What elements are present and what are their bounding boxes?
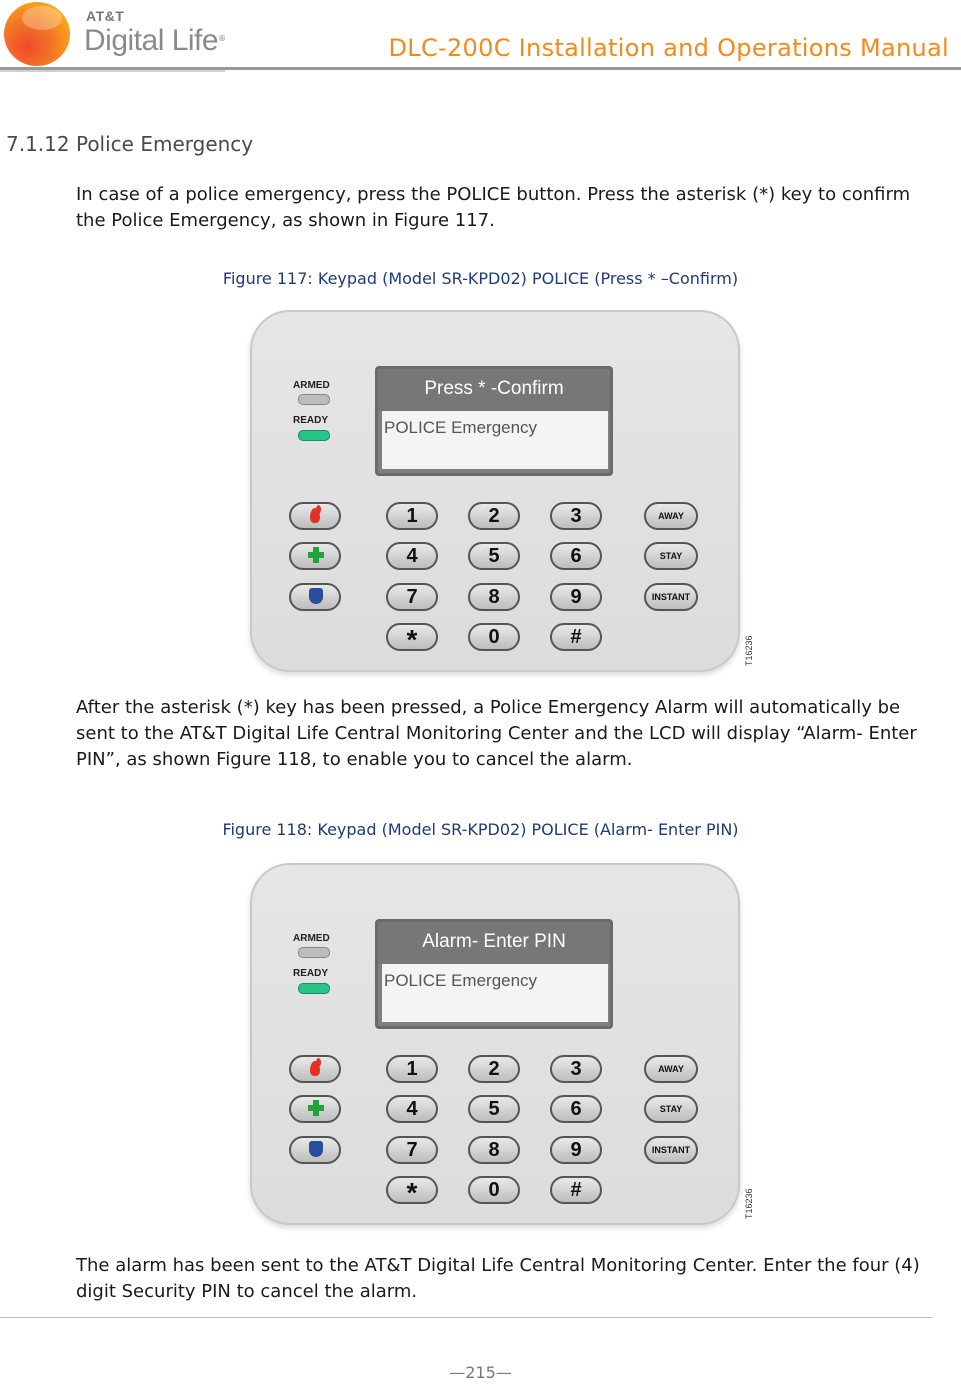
away-button[interactable]: AWAY	[644, 502, 698, 530]
lcd-line-1: Alarm- Enter PIN	[378, 922, 610, 964]
part-number: T16236	[744, 635, 754, 666]
medical-cross-icon	[308, 547, 324, 563]
after-asterisk-paragraph: After the asterisk (*) key has been pressed, a Police Emergency Alarm will automatically be sent to the AT&T Digital Life Central Monitoring Center and the LCD will display “Alarm- Enter PIN”, as shown Figure 118, to enable you to cancel the alarm.	[76, 697, 917, 770]
key-star[interactable]: *	[386, 623, 438, 651]
armed-led	[298, 394, 330, 405]
instant-button[interactable]: INSTANT	[644, 1136, 698, 1164]
lcd-line-2: POLICE Emergency	[382, 411, 608, 469]
armed-led	[298, 947, 330, 958]
figure-117-caption: Figure 117: Keypad (Model SR-KPD02) POLICE (Press * –Confirm)	[222, 269, 739, 288]
key-8[interactable]: 8	[468, 1136, 520, 1164]
fire-button[interactable]	[289, 502, 341, 530]
key-0[interactable]: 0	[468, 623, 520, 651]
ready-led	[298, 983, 330, 994]
section-heading: 7.1.12 Police Emergency	[6, 132, 254, 156]
key-1[interactable]: 1	[386, 1055, 438, 1083]
key-2[interactable]: 2	[468, 1055, 520, 1083]
armed-label: ARMED	[293, 380, 330, 391]
ready-led	[298, 430, 330, 441]
footer-divider	[0, 1317, 932, 1318]
key-7[interactable]: 7	[386, 1136, 438, 1164]
key-2[interactable]: 2	[468, 502, 520, 530]
ready-label: READY	[293, 415, 329, 426]
lcd-display	[375, 919, 613, 1029]
manual-title: DLC-200C Installation and Operations Manual	[388, 34, 949, 62]
logo-brand-text: AT&T	[86, 8, 125, 24]
fire-icon	[310, 508, 320, 523]
part-number: T16236	[744, 1188, 754, 1219]
key-6[interactable]: 6	[550, 542, 602, 570]
key-4[interactable]: 4	[386, 1095, 438, 1123]
away-button[interactable]: AWAY	[644, 1055, 698, 1083]
key-hash[interactable]: #	[550, 1176, 602, 1204]
key-7[interactable]: 7	[386, 583, 438, 611]
keypad-figure-117	[250, 310, 754, 672]
fire-button[interactable]	[289, 1055, 341, 1083]
medical-button[interactable]	[289, 1095, 341, 1123]
key-3[interactable]: 3	[550, 1055, 602, 1083]
keypad-figure-118	[250, 863, 754, 1225]
police-badge-icon	[309, 588, 323, 604]
intro-paragraph: In case of a police emergency, press the POLICE button. Press the asterisk (*) key to confirm the Police Emergency, as shown in Figure 117.	[76, 184, 911, 231]
logo-product-text: Digital Life	[84, 24, 219, 57]
closing-paragraph: The alarm has been sent to the AT&T Digital Life Central Monitoring Center. Enter the four (4) digit Security PIN to cancel the alarm.	[76, 1255, 920, 1302]
logo-registered-mark: ®	[218, 34, 226, 43]
medical-button[interactable]	[289, 542, 341, 570]
key-5[interactable]: 5	[468, 542, 520, 570]
key-1[interactable]: 1	[386, 502, 438, 530]
key-hash[interactable]: #	[550, 623, 602, 651]
lcd-line-2: POLICE Emergency	[382, 964, 608, 1022]
key-9[interactable]: 9	[550, 583, 602, 611]
police-button[interactable]	[289, 583, 341, 611]
att-globe-logo-icon	[4, 2, 70, 66]
armed-label: ARMED	[293, 933, 330, 944]
ready-label: READY	[293, 968, 329, 979]
header-divider-accent	[0, 70, 225, 72]
police-button[interactable]	[289, 1136, 341, 1164]
stay-button[interactable]: STAY	[644, 542, 698, 570]
key-star[interactable]: *	[386, 1176, 438, 1204]
lcd-line-1: Press * -Confirm	[378, 369, 610, 411]
key-9[interactable]: 9	[550, 1136, 602, 1164]
page-header	[0, 0, 961, 72]
medical-cross-icon	[308, 1100, 324, 1116]
stay-button[interactable]: STAY	[644, 1095, 698, 1123]
key-0[interactable]: 0	[468, 1176, 520, 1204]
key-5[interactable]: 5	[468, 1095, 520, 1123]
lcd-display	[375, 366, 613, 476]
key-4[interactable]: 4	[386, 542, 438, 570]
page-number: —215—	[449, 1363, 512, 1382]
fire-icon	[310, 1061, 320, 1076]
figure-118-caption: Figure 118: Keypad (Model SR-KPD02) POLICE (Alarm- Enter PIN)	[222, 820, 739, 839]
police-badge-icon	[309, 1141, 323, 1157]
key-3[interactable]: 3	[550, 502, 602, 530]
key-6[interactable]: 6	[550, 1095, 602, 1123]
instant-button[interactable]: INSTANT	[644, 583, 698, 611]
key-8[interactable]: 8	[468, 583, 520, 611]
